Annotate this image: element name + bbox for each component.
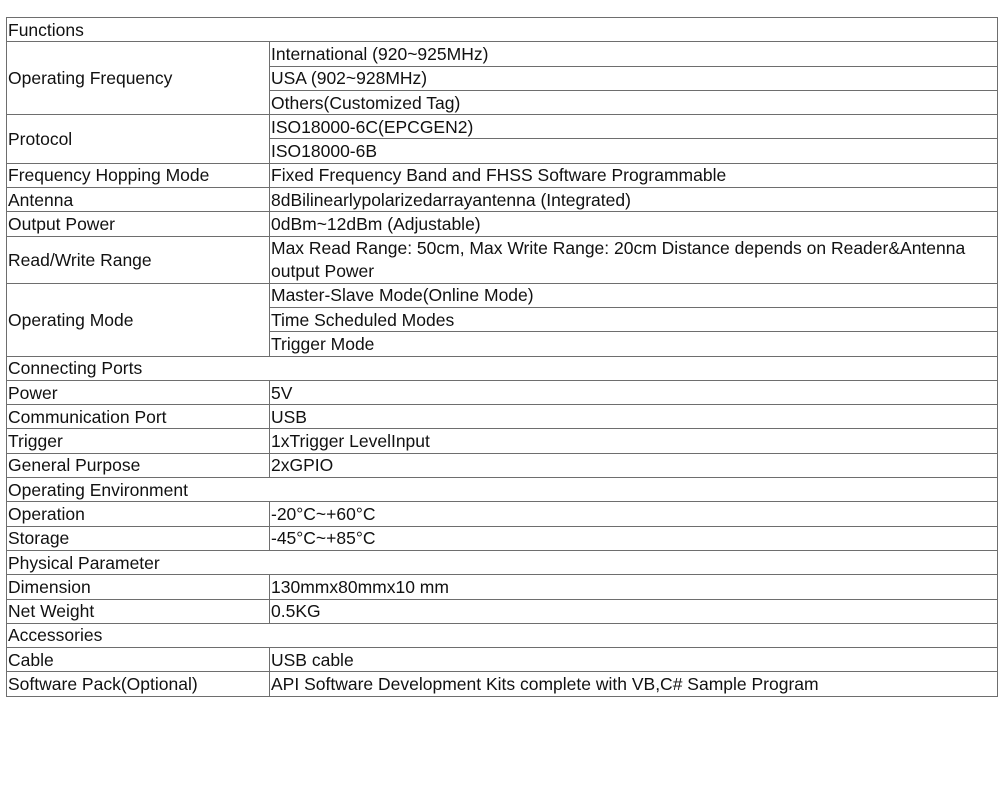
- spec-value: 2xGPIO: [270, 453, 998, 477]
- spec-row-trigger: [7, 429, 998, 453]
- spec-value: -45°C~+85°C: [270, 526, 998, 550]
- section-heading: Operating Environment: [7, 478, 998, 502]
- spec-row-power: [7, 380, 998, 404]
- spec-value: International (920~925MHz): [270, 42, 998, 66]
- spec-value: Master-Slave Mode(Online Mode): [270, 283, 998, 307]
- spec-value: 0.5KG: [270, 599, 998, 623]
- section-heading: Accessories: [7, 623, 998, 647]
- section-row-connecting-ports: [7, 356, 998, 380]
- spec-row-cable: [7, 648, 998, 672]
- spec-row-antenna: [7, 188, 998, 212]
- spec-row-dimension: [7, 575, 998, 599]
- spec-row-software-pack-optional: [7, 672, 998, 696]
- spec-value: USA (902~928MHz): [270, 66, 998, 90]
- section-row-physical-parameter: [7, 550, 998, 574]
- spec-row-output-power: [7, 212, 998, 236]
- section-heading: Connecting Ports: [7, 356, 998, 380]
- spec-value: 8dBilinearlypolarizedarrayantenna (Integrated): [270, 188, 998, 212]
- spec-value: Time Scheduled Modes: [270, 307, 998, 331]
- spec-label: Antenna: [7, 188, 270, 212]
- spec-label: General Purpose: [7, 453, 270, 477]
- spec-row-operating-mode: [7, 283, 998, 307]
- spec-label: Cable: [7, 648, 270, 672]
- section-row-accessories: [7, 623, 998, 647]
- spec-row-protocol: [7, 115, 998, 139]
- spec-value: USB: [270, 405, 998, 429]
- spec-label: Trigger: [7, 429, 270, 453]
- section-heading: Functions: [7, 18, 998, 42]
- spec-value: 5V: [270, 380, 998, 404]
- spec-value: 0dBm~12dBm (Adjustable): [270, 212, 998, 236]
- spec-value: -20°C~+60°C: [270, 502, 998, 526]
- spec-row-read-write-range: [7, 236, 998, 283]
- section-heading: Physical Parameter: [7, 550, 998, 574]
- spec-label: Communication Port: [7, 405, 270, 429]
- spec-row-storage: [7, 526, 998, 550]
- spec-table-body: [7, 18, 998, 697]
- spec-label: Operating Mode: [7, 283, 270, 356]
- spec-label: Storage: [7, 526, 270, 550]
- spec-label: Read/Write Range: [7, 236, 270, 283]
- spec-value: Trigger Mode: [270, 332, 998, 356]
- spec-value: 1xTrigger LevelInput: [270, 429, 998, 453]
- spec-row-communication-port: [7, 405, 998, 429]
- spec-value: USB cable: [270, 648, 998, 672]
- spec-value: ISO18000-6C(EPCGEN2): [270, 115, 998, 139]
- spec-row-general-purpose: [7, 453, 998, 477]
- spec-label: Net Weight: [7, 599, 270, 623]
- spec-value: Max Read Range: 50cm, Max Write Range: 20cm Distance depends on Reader&Antenna output Power: [270, 236, 998, 283]
- spec-value: ISO18000-6B: [270, 139, 998, 163]
- spec-label: Operation: [7, 502, 270, 526]
- spec-label: Frequency Hopping Mode: [7, 163, 270, 187]
- section-row-functions: [7, 18, 998, 42]
- spec-label: Operating Frequency: [7, 42, 270, 115]
- spec-label: Dimension: [7, 575, 270, 599]
- section-row-operating-environment: [7, 478, 998, 502]
- spec-value: API Software Development Kits complete with VB,C# Sample Program: [270, 672, 998, 696]
- spec-value: Others(Customized Tag): [270, 90, 998, 114]
- spec-label: Software Pack(Optional): [7, 672, 270, 696]
- spec-row-operation: [7, 502, 998, 526]
- spec-table: [6, 17, 998, 697]
- spec-label: Protocol: [7, 115, 270, 164]
- spec-row-net-weight: [7, 599, 998, 623]
- spec-label: Output Power: [7, 212, 270, 236]
- spec-row-frequency-hopping-mode: [7, 163, 998, 187]
- spec-row-operating-frequency: [7, 42, 998, 66]
- spec-label: Power: [7, 380, 270, 404]
- spec-value: Fixed Frequency Band and FHSS Software Programmable: [270, 163, 998, 187]
- spec-value: 130mmx80mmx10 mm: [270, 575, 998, 599]
